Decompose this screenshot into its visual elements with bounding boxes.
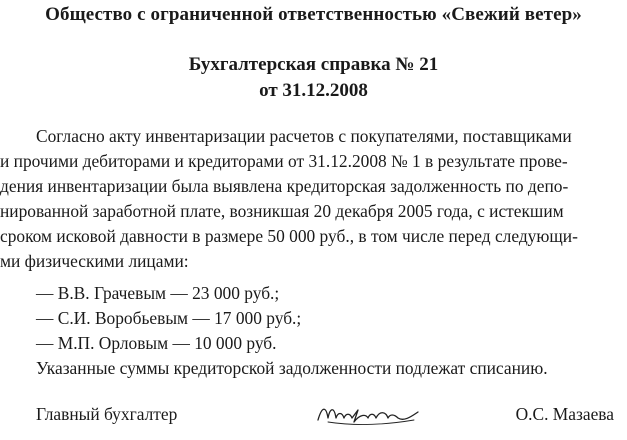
body-line-4: нированной заработной плате, возникшая 20 декабря 2005 года, с истекшим (0, 201, 564, 221)
signer-name: О.С. Мазаева (515, 404, 614, 424)
document-title: Бухгалтерская справка № 21 (188, 54, 439, 75)
document-date: от 31.12.2008 (259, 80, 368, 101)
list-item: — М.П. Орловым — 10 000 руб. (36, 333, 277, 353)
signer-role: Главный бухгалтер (36, 404, 178, 424)
list-item: — В.В. Грачевым — 23 000 руб.; (36, 283, 280, 303)
handwritten-signature (314, 398, 424, 428)
conclusion-text: Указанные суммы кредиторской задолженности подлежат списанию. (36, 358, 548, 378)
organization-name: Общество с ограниченной ответственностью «Свежий ветер» (45, 4, 582, 25)
body-line-2: и прочими дебиторами и кредиторами от 31.12.2008 № 1 в результате прове- (0, 151, 568, 171)
body-line-5: сроком исковой давности в размере 50 000 руб., в том числе перед следующи- (0, 226, 578, 246)
signature-row (36, 398, 614, 428)
body-line-6: ми физическими лицами: (0, 251, 189, 271)
list-item: — С.И. Воробьевым — 17 000 руб.; (36, 308, 302, 328)
body-line-1: Согласно акту инвентаризации расчетов с покупателями, поставщиками (36, 126, 572, 146)
body-line-3: дения инвентаризации была выявлена кредиторская задолженность по депо- (0, 176, 569, 196)
